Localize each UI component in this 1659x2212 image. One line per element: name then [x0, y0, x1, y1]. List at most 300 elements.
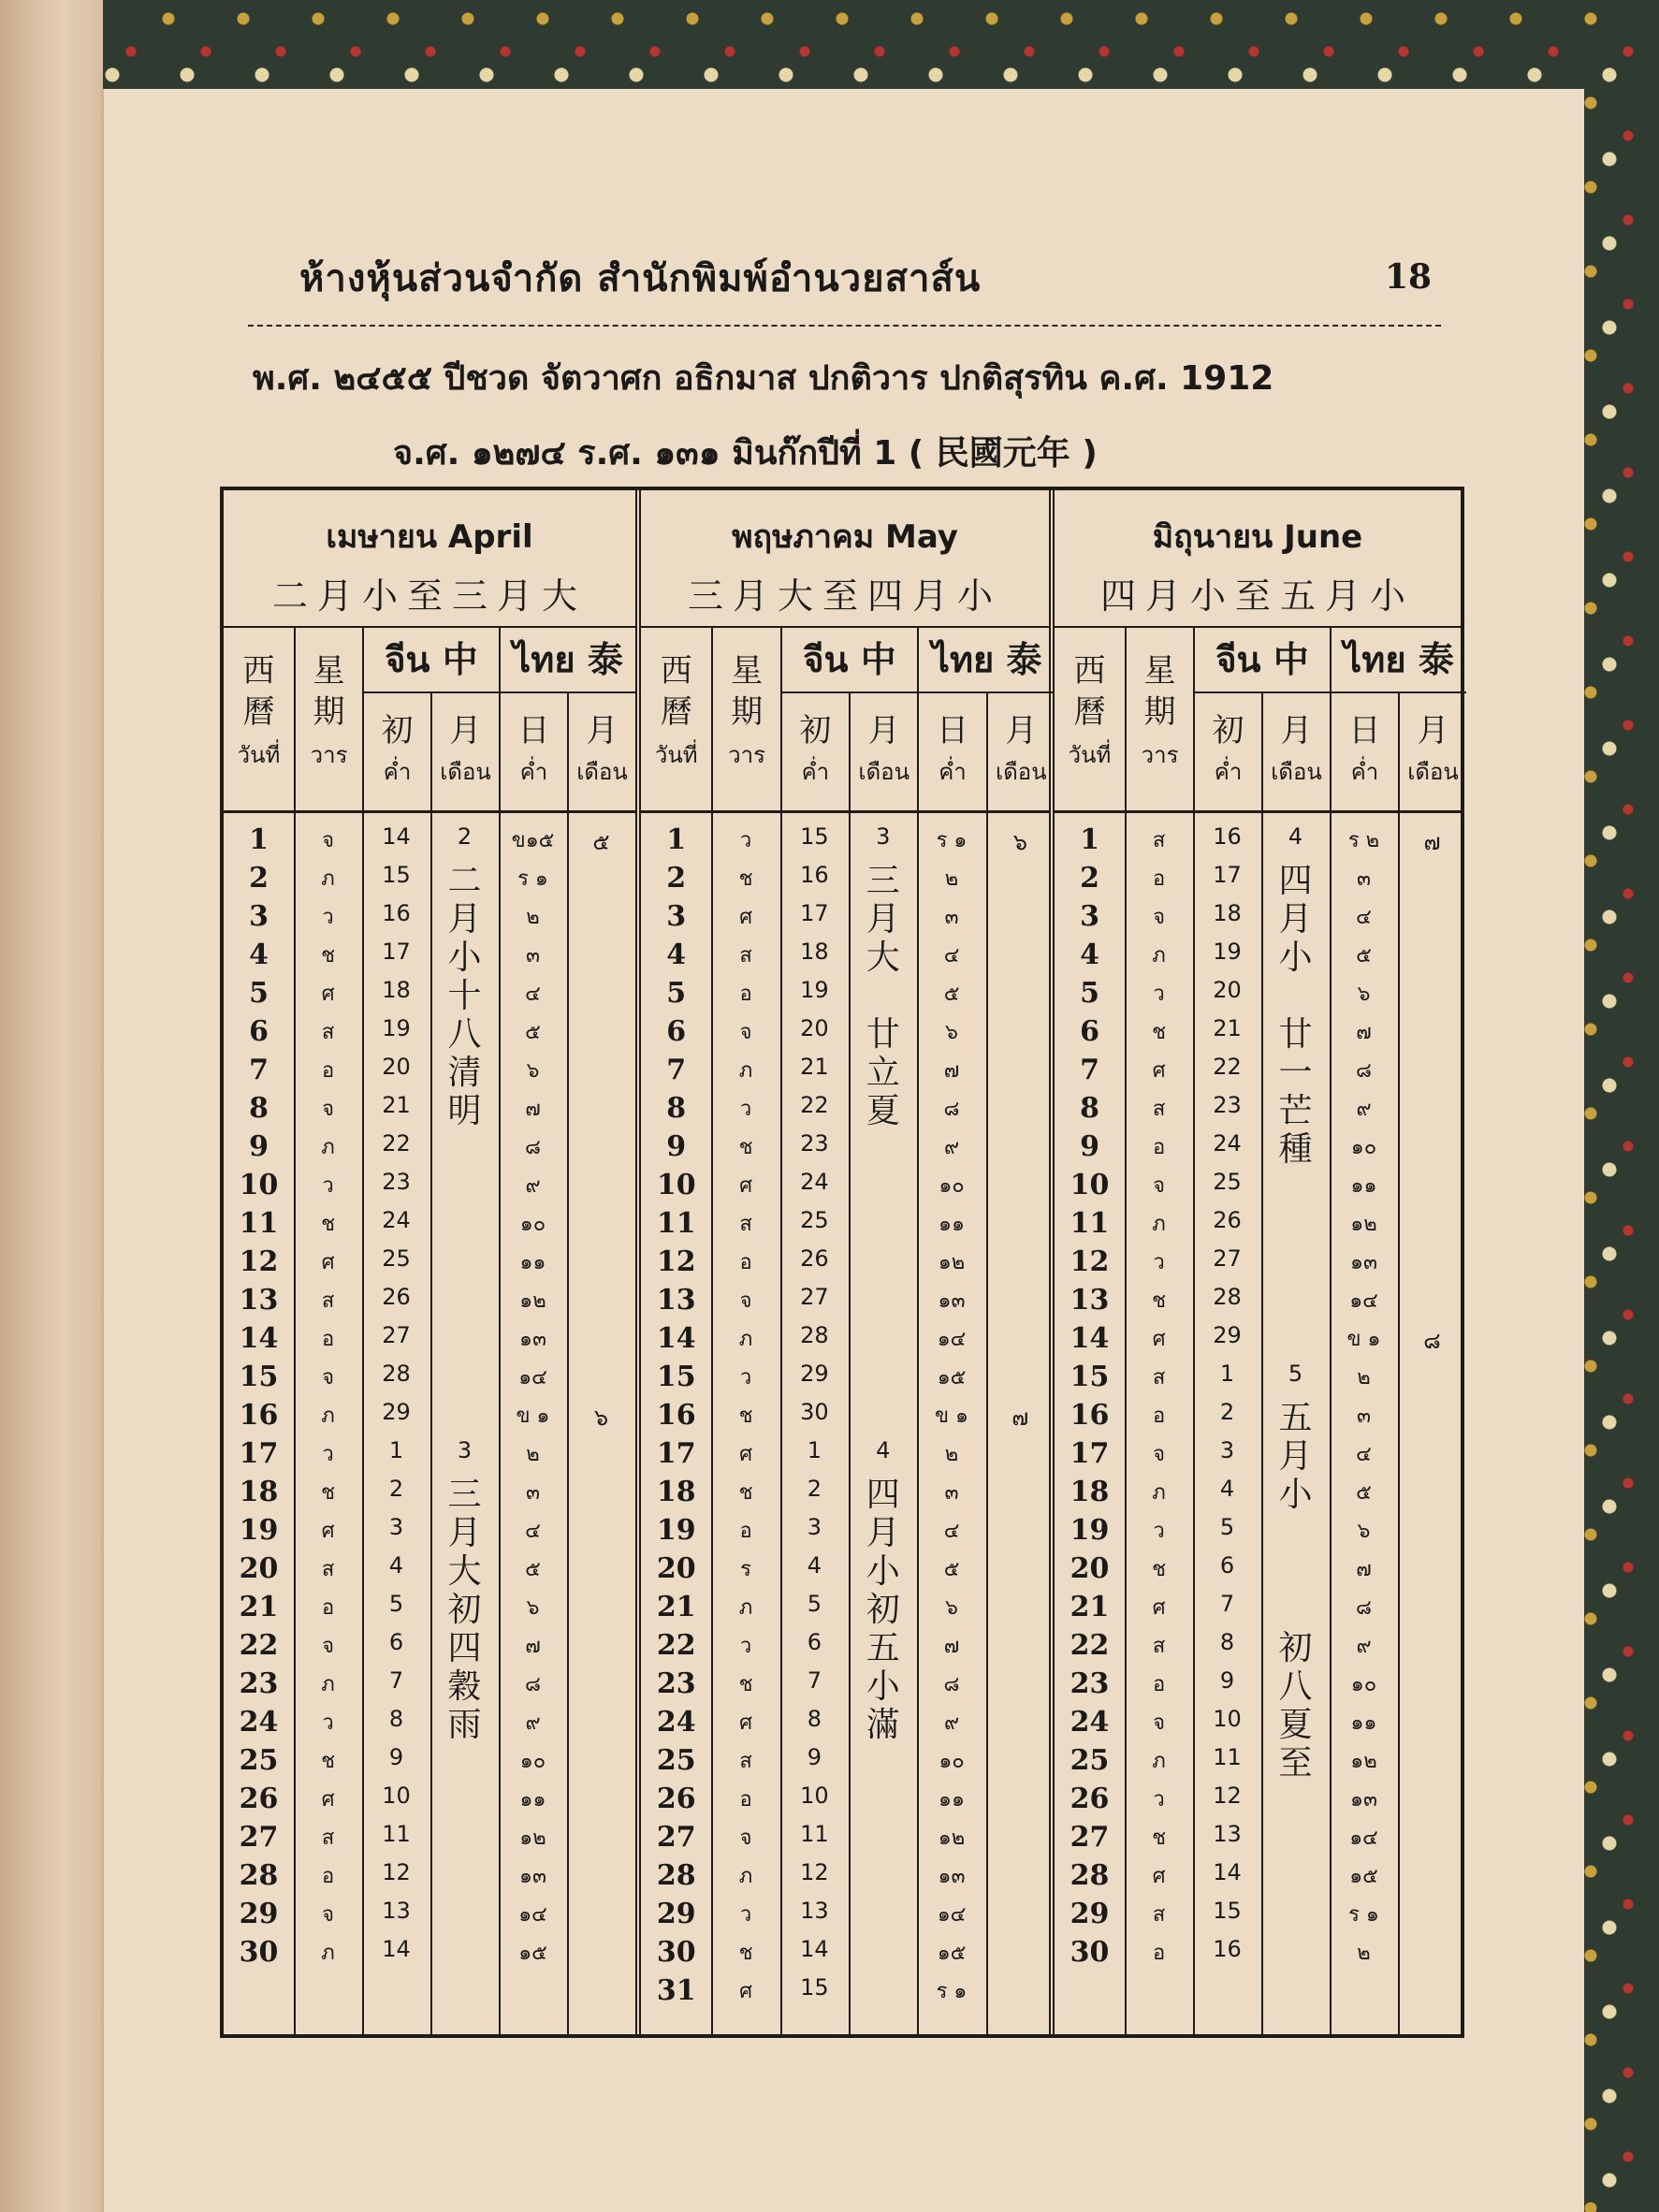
- day-number: 24: [239, 1706, 279, 1739]
- weekday-abbr: ว: [322, 1443, 334, 1466]
- thai-lunar-day: ๑๒: [519, 1826, 546, 1850]
- thai-lunar-day: ๖: [526, 1596, 540, 1620]
- weekday-abbr: ว: [739, 829, 752, 852]
- day-number: 11: [239, 1207, 279, 1240]
- western-date-header: 西曆 วันที่: [1068, 652, 1112, 768]
- day-number: 27: [656, 1821, 696, 1854]
- thai-lunar-day: ๑๕: [518, 1942, 547, 1965]
- weekday-abbr: ศ: [1152, 1596, 1166, 1620]
- thai-lunar-day: ๗: [1356, 1558, 1372, 1581]
- chinese-lunar-day: 3: [388, 1514, 404, 1540]
- day-number: 4: [666, 939, 687, 971]
- chinese-month-note: 五 月 小: [1278, 1399, 1313, 1514]
- day-number: 21: [1070, 1591, 1110, 1623]
- chinese-month-note: 四 月 小 初 五 小 滿: [866, 1476, 900, 1744]
- weekday-abbr: ว: [739, 1903, 752, 1927]
- day-number: 17: [1070, 1437, 1110, 1470]
- chinese-group-header: จีน 中: [362, 626, 499, 693]
- thai-group-header: ไทย 泰: [917, 626, 1055, 693]
- chinese-month-number: 4: [1288, 823, 1303, 850]
- chinese-lunar-day: 27: [1213, 1245, 1242, 1272]
- thai-lunar-day: ๒: [1357, 1366, 1371, 1390]
- chinese-lunar-day: 16: [1213, 1936, 1242, 1962]
- thai-lunar-day: ๙: [525, 1174, 541, 1198]
- chinese-lunar-day: 9: [388, 1744, 404, 1770]
- chinese-lunar-day: 28: [382, 1361, 411, 1387]
- day-number: 28: [1070, 1859, 1110, 1892]
- day-number: 5: [666, 977, 687, 1010]
- weekday-abbr: ช: [738, 1404, 753, 1428]
- day-number: 1: [249, 823, 269, 856]
- chinese-lunar-day: 11: [1213, 1744, 1242, 1770]
- weekday-abbr: ว: [322, 1174, 334, 1198]
- chinese-month-note: 三 月 大 初 四 穀 雨: [447, 1476, 482, 1744]
- thai-lunar-day: ๑๑: [1350, 1711, 1377, 1735]
- chinese-month-note: 廿 立 夏: [866, 1015, 900, 1130]
- day-number: 8: [666, 1092, 687, 1125]
- chinese-lunar-day: 3: [1219, 1437, 1235, 1463]
- day-number: 26: [656, 1783, 696, 1815]
- thai-lunar-day: ๓: [1356, 1404, 1372, 1428]
- weekday-abbr: ส: [1152, 1098, 1166, 1121]
- weekday-abbr: ภ: [321, 1404, 335, 1428]
- weekday-abbr: ส: [321, 1289, 335, 1313]
- thai-lunar-day: ร ๑: [517, 867, 548, 891]
- chinese-lunar-day: 29: [1213, 1322, 1242, 1348]
- chinese-lunar-day: 28: [800, 1322, 829, 1348]
- weekday-abbr: ศ: [321, 1520, 335, 1543]
- thai-lunar-day: ๑๐: [939, 1174, 965, 1198]
- weekday-abbr: ศ: [1152, 1059, 1166, 1083]
- thai-lunar-day: ๑๕: [1349, 1865, 1378, 1888]
- thai-lunar-day: ๑๐: [1350, 1136, 1377, 1159]
- publisher-header: ห้างหุ้นส่วนจำกัด สำนักพิมพ์อำนวยสาส์น: [299, 257, 982, 300]
- day-number: 18: [656, 1476, 696, 1508]
- day-number: 10: [656, 1169, 696, 1201]
- day-number: 11: [1070, 1207, 1110, 1240]
- day-number: 22: [1070, 1629, 1110, 1662]
- weekday-abbr: จ: [739, 1021, 752, 1044]
- thai-lunar-day: ๙: [943, 1136, 960, 1159]
- weekday-abbr: ส: [321, 1826, 335, 1850]
- chinese-lunar-day: 26: [382, 1284, 411, 1310]
- thai-lunar-day: ๘: [943, 1098, 960, 1121]
- day-number: 4: [1080, 939, 1099, 971]
- chinese-lunar-day: 4: [807, 1552, 822, 1579]
- month-body: [1055, 810, 1461, 2034]
- column-headers: [641, 626, 1049, 813]
- weekday-abbr: ร: [740, 1558, 751, 1581]
- weekday-abbr: ช: [321, 1213, 336, 1236]
- thai-lunar-day: ร ๒: [1347, 829, 1380, 852]
- chinese-lunar-day: 14: [382, 1936, 411, 1962]
- chinese-lunar-day: 14: [382, 823, 411, 850]
- chinese-lunar-day: 1: [1219, 1361, 1235, 1387]
- chinese-lunar-day: 6: [1219, 1552, 1235, 1579]
- month-chinese-range: 四月小至五月小: [1099, 575, 1415, 617]
- chinese-month-number: 3: [457, 1437, 473, 1463]
- weekday-abbr: จ: [322, 829, 334, 852]
- chinese-lunar-day: 1: [388, 1437, 404, 1463]
- thai-lunar-day: ๕: [1356, 944, 1372, 968]
- chinese-lunar-day: 16: [1213, 823, 1242, 850]
- thai-lunar-day: ๑๐: [519, 1213, 546, 1236]
- weekday-abbr: ช: [1152, 1289, 1167, 1313]
- day-number: 3: [249, 900, 269, 933]
- thai-lunar-day: ๑๑: [519, 1788, 546, 1812]
- chinese-lunar-day: 17: [1213, 862, 1242, 888]
- era-line: จ.ศ. ๑๒๗๔ ร.ศ. ๑๓๑ มินก๊กปีที่ 1 ( 民國元年 ): [393, 434, 1098, 473]
- chinese-day-header: 初 ค่ำ: [1193, 693, 1261, 810]
- chinese-lunar-day: 27: [800, 1284, 829, 1310]
- weekday-abbr: ช: [321, 1481, 336, 1505]
- chinese-lunar-day: 4: [1219, 1476, 1235, 1502]
- weekday-abbr: ช: [738, 1481, 753, 1505]
- thai-lunar-day: ๑๑: [939, 1788, 965, 1812]
- thai-lunar-day: ๑๐: [1350, 1673, 1377, 1696]
- weekday-abbr: จ: [322, 1635, 334, 1658]
- day-number: 29: [656, 1898, 696, 1930]
- chinese-lunar-day: 21: [1213, 1015, 1242, 1041]
- weekday-abbr: ช: [321, 944, 336, 968]
- weekday-abbr: จ: [1153, 1711, 1165, 1735]
- weekday-abbr: ช: [321, 1750, 336, 1773]
- chinese-lunar-day: 26: [1213, 1207, 1242, 1233]
- weekday-abbr: อ: [1152, 1404, 1166, 1428]
- day-number: 10: [239, 1169, 279, 1201]
- weekday-abbr: ภ: [738, 1596, 753, 1620]
- day-number: 10: [1070, 1169, 1110, 1201]
- chinese-lunar-day: 19: [1213, 939, 1242, 965]
- chinese-lunar-day: 6: [388, 1629, 404, 1655]
- weekday-abbr: ว: [1153, 1788, 1165, 1812]
- chinese-lunar-day: 12: [382, 1859, 411, 1885]
- weekday-abbr: อ: [739, 982, 752, 1006]
- weekday-abbr: ช: [1152, 1826, 1167, 1850]
- weekday-abbr: ภ: [738, 1865, 753, 1888]
- weekday-abbr: ว: [739, 1098, 752, 1121]
- day-number: 19: [1070, 1514, 1110, 1547]
- chinese-lunar-day: 20: [800, 1015, 829, 1041]
- thai-lunar-day: ๕: [525, 1021, 541, 1044]
- chinese-lunar-day: 22: [1213, 1054, 1242, 1080]
- chinese-lunar-day: 13: [800, 1898, 829, 1924]
- chinese-lunar-day: 18: [382, 977, 411, 1003]
- column-headers: [1055, 626, 1461, 813]
- chinese-lunar-day: 14: [1213, 1859, 1242, 1885]
- chinese-lunar-day: 13: [1213, 1821, 1242, 1847]
- thai-lunar-day: ๔: [525, 982, 541, 1006]
- day-number: 12: [239, 1245, 279, 1278]
- weekday-abbr: อ: [739, 1520, 752, 1543]
- day-number: 4: [249, 939, 269, 971]
- day-number: 19: [656, 1514, 696, 1547]
- day-number: 15: [656, 1361, 696, 1393]
- month-body: [224, 810, 635, 2034]
- chinese-lunar-day: 1: [807, 1437, 822, 1463]
- thai-lunar-day: ๗: [943, 1635, 960, 1658]
- thai-lunar-day: ๑๔: [518, 1366, 547, 1390]
- day-number: 5: [249, 977, 269, 1010]
- chinese-group-header: จีน 中: [780, 626, 918, 693]
- day-number: 2: [249, 862, 269, 895]
- chinese-month-header: 月 เดือน: [849, 693, 917, 810]
- weekday-abbr: ศ: [739, 906, 753, 929]
- thai-month-number: ๗: [1423, 829, 1441, 855]
- day-number: 23: [656, 1667, 696, 1700]
- thai-lunar-day: ๑๔: [1349, 1826, 1378, 1850]
- thai-lunar-day: ๓: [525, 944, 541, 968]
- weekday-abbr: ศ: [321, 982, 335, 1006]
- chinese-lunar-day: 2: [807, 1476, 822, 1502]
- thai-day-header: 日 ค่ำ: [499, 693, 567, 810]
- day-number: 11: [656, 1207, 696, 1240]
- weekday-abbr: ศ: [321, 1251, 335, 1274]
- weekday-abbr: ภ: [321, 1136, 335, 1159]
- chinese-lunar-day: 4: [388, 1552, 404, 1579]
- thai-lunar-day: ๙: [943, 1711, 960, 1735]
- month-block: [1049, 490, 1461, 2034]
- chinese-lunar-day: 28: [1213, 1284, 1242, 1310]
- day-number: 6: [1080, 1015, 1099, 1048]
- chinese-lunar-day: 21: [800, 1054, 829, 1080]
- weekday-abbr: อ: [1152, 1942, 1166, 1965]
- chinese-day-header: 初 ค่ำ: [362, 693, 430, 810]
- chinese-lunar-day: 22: [382, 1130, 411, 1157]
- weekday-abbr: จ: [739, 1289, 752, 1313]
- day-number: 19: [239, 1514, 279, 1547]
- thai-lunar-day: ข๑๕: [511, 829, 555, 852]
- month-name: เมษายน April: [326, 518, 533, 556]
- weekday-abbr: ส: [1152, 1903, 1166, 1927]
- day-number: 8: [1080, 1092, 1099, 1125]
- weekday-abbr: อ: [1152, 1136, 1166, 1159]
- day-number: 6: [666, 1015, 687, 1048]
- day-number: 30: [239, 1936, 279, 1969]
- chinese-lunar-day: 24: [382, 1207, 411, 1233]
- chinese-lunar-day: 17: [800, 900, 829, 926]
- thai-lunar-day: ๙: [1356, 1098, 1372, 1121]
- chinese-lunar-day: 2: [388, 1476, 404, 1502]
- chinese-lunar-day: 11: [382, 1821, 411, 1847]
- chinese-lunar-day: 9: [807, 1744, 822, 1770]
- chinese-lunar-day: 10: [1213, 1706, 1242, 1732]
- thai-lunar-day: ๒: [526, 1443, 540, 1466]
- thai-lunar-day: ๑๓: [1350, 1788, 1378, 1812]
- chinese-lunar-day: 27: [382, 1322, 411, 1348]
- day-number: 7: [1080, 1054, 1099, 1086]
- thai-lunar-day: ๑๓: [938, 1289, 966, 1313]
- thai-lunar-day: ๑๑: [939, 1213, 965, 1236]
- thai-lunar-day: ๑๒: [1350, 1750, 1377, 1773]
- chinese-month-header: 月 เดือน: [1261, 693, 1330, 810]
- column-headers: [224, 626, 635, 813]
- chinese-month-number: 4: [876, 1437, 891, 1463]
- thai-lunar-day: ๔: [1356, 1443, 1372, 1466]
- weekday-abbr: จ: [739, 1826, 752, 1850]
- weekday-abbr: ช: [738, 1942, 753, 1965]
- chinese-month-note: 初 八 夏 至: [1278, 1629, 1313, 1783]
- chinese-lunar-day: 25: [1213, 1169, 1242, 1195]
- chinese-lunar-day: 10: [382, 1783, 411, 1809]
- chinese-lunar-day: 8: [1219, 1629, 1235, 1655]
- chinese-lunar-day: 7: [807, 1667, 822, 1694]
- day-number: 28: [239, 1859, 279, 1892]
- thai-lunar-day: ข ๑: [516, 1404, 550, 1428]
- weekday-abbr: ช: [1152, 1021, 1167, 1044]
- western-date-header: 西曆 วันที่: [237, 652, 281, 768]
- chinese-lunar-day: 14: [800, 1936, 829, 1962]
- weekday-abbr: ศ: [1152, 1328, 1166, 1351]
- day-number: 23: [239, 1667, 279, 1700]
- weekday-header: 星期 วาร: [294, 626, 362, 810]
- thai-lunar-day: ๑๑: [1350, 1174, 1377, 1198]
- thai-lunar-day: ๘: [1356, 1059, 1372, 1083]
- day-number: 1: [1080, 823, 1099, 856]
- thai-lunar-day: ๑๓: [519, 1328, 547, 1351]
- weekday-abbr: ส: [1152, 829, 1166, 852]
- page-number: 18: [1385, 257, 1433, 297]
- chinese-lunar-day: 15: [382, 862, 411, 888]
- weekday-abbr: ศ: [321, 1788, 335, 1812]
- day-number: 21: [656, 1591, 696, 1623]
- western-date-header: 西曆 วันที่: [654, 652, 698, 768]
- weekday-abbr: อ: [321, 1059, 335, 1083]
- thai-lunar-day: ๘: [525, 1673, 541, 1696]
- chinese-lunar-day: 7: [388, 1667, 404, 1694]
- weekday-abbr: ศ: [739, 1174, 753, 1198]
- weekday-abbr: จ: [322, 1903, 334, 1927]
- thai-month-header: 月 เดือน: [567, 693, 635, 810]
- thai-lunar-day: ร ๑: [1348, 1903, 1379, 1927]
- day-number: 20: [656, 1552, 696, 1585]
- chinese-lunar-day: 17: [382, 939, 411, 965]
- weekday-abbr: ว: [1153, 1520, 1165, 1543]
- day-number: 25: [1070, 1744, 1110, 1777]
- chinese-lunar-day: 15: [800, 1974, 829, 2001]
- month-chinese-range: 二月小至三月大: [271, 575, 587, 617]
- chinese-lunar-day: 29: [800, 1361, 829, 1387]
- month-block: [224, 490, 635, 2034]
- month-chinese-range: 三月大至四月小: [687, 575, 1002, 617]
- chinese-group-header: จีน 中: [1193, 626, 1330, 693]
- chinese-lunar-day: 5: [1219, 1514, 1235, 1540]
- weekday-abbr: ว: [1153, 982, 1165, 1006]
- thai-month-number: ๖: [593, 1404, 609, 1431]
- day-number: 16: [239, 1399, 279, 1432]
- weekday-abbr: ช: [1152, 1558, 1167, 1581]
- weekday-abbr: ว: [322, 906, 334, 929]
- chinese-lunar-day: 19: [382, 1015, 411, 1041]
- day-number: 14: [656, 1322, 696, 1355]
- chinese-lunar-day: 16: [800, 862, 829, 888]
- chinese-lunar-day: 6: [807, 1629, 822, 1655]
- thai-lunar-day: ๔: [525, 1520, 541, 1543]
- weekday-abbr: ภ: [321, 1942, 335, 1965]
- weekday-abbr: ภ: [1152, 944, 1166, 968]
- chinese-lunar-day: 3: [807, 1514, 822, 1540]
- thai-lunar-day: ๓: [944, 906, 959, 929]
- header-rule: [248, 325, 1441, 327]
- weekday-abbr: ภ: [1152, 1481, 1166, 1505]
- day-number: 16: [656, 1399, 696, 1432]
- thai-group-header: ไทย 泰: [499, 626, 635, 693]
- weekday-abbr: ว: [739, 1635, 752, 1658]
- day-number: 12: [656, 1245, 696, 1278]
- thai-lunar-day: ๑๔: [518, 1903, 547, 1927]
- thai-lunar-day: ๕: [943, 1558, 960, 1581]
- thai-lunar-day: ๖: [526, 1059, 540, 1083]
- weekday-abbr: ภ: [1152, 1750, 1166, 1773]
- day-number: 6: [249, 1015, 269, 1048]
- thai-lunar-day: ๖: [945, 1596, 958, 1620]
- day-number: 13: [239, 1284, 279, 1317]
- thai-lunar-day: ๗: [525, 1098, 541, 1121]
- column-divider: [430, 810, 432, 2034]
- day-number: 18: [1070, 1476, 1110, 1508]
- day-number: 29: [1070, 1898, 1110, 1930]
- chinese-month-number: 2: [457, 823, 473, 850]
- thai-lunar-day: ๑๔: [1349, 1289, 1378, 1313]
- chinese-lunar-day: 10: [800, 1783, 829, 1809]
- day-number: 28: [656, 1859, 696, 1892]
- weekday-abbr: ศ: [739, 1443, 753, 1466]
- chinese-lunar-day: 2: [1219, 1399, 1235, 1425]
- weekday-abbr: ส: [739, 1750, 752, 1773]
- day-number: 2: [666, 862, 687, 895]
- chinese-lunar-day: 30: [800, 1399, 829, 1425]
- month-body: [641, 810, 1049, 2034]
- weekday-abbr: ส: [1152, 1635, 1166, 1658]
- day-number: 5: [1080, 977, 1099, 1010]
- thai-lunar-day: ร ๑: [936, 1980, 968, 2003]
- month-header: [224, 490, 635, 628]
- thai-lunar-day: ๑๓: [519, 1865, 547, 1888]
- day-number: 16: [1070, 1399, 1110, 1432]
- chinese-lunar-day: 24: [1213, 1130, 1242, 1157]
- calendar-table: [220, 487, 1464, 2038]
- weekday-abbr: ส: [1152, 1366, 1166, 1390]
- thai-lunar-day: ๑๒: [519, 1289, 546, 1313]
- day-number: 14: [239, 1322, 279, 1355]
- thai-lunar-day: ๓: [944, 1481, 959, 1505]
- thai-month-number: ๘: [1423, 1328, 1441, 1354]
- weekday-abbr: ส: [321, 1021, 335, 1044]
- thai-lunar-day: ๖: [1357, 1520, 1371, 1543]
- chinese-lunar-day: 22: [800, 1092, 829, 1118]
- day-number: 14: [1070, 1322, 1110, 1355]
- thai-lunar-day: ๘: [943, 1673, 960, 1696]
- day-number: 29: [239, 1898, 279, 1930]
- thai-lunar-day: ข ๑: [935, 1404, 969, 1428]
- column-divider: [1261, 810, 1263, 2034]
- day-number: 25: [239, 1744, 279, 1777]
- thai-month-number: ๗: [1011, 1404, 1029, 1431]
- thai-lunar-day: ๒: [944, 867, 959, 891]
- thai-lunar-day: ๖: [1357, 982, 1371, 1006]
- chinese-lunar-day: 20: [1213, 977, 1242, 1003]
- day-number: 18: [239, 1476, 279, 1508]
- day-number: 20: [239, 1552, 279, 1585]
- chinese-lunar-day: 18: [1213, 900, 1242, 926]
- chinese-month-number: 3: [876, 823, 891, 850]
- day-number: 24: [656, 1706, 696, 1739]
- facing-page-edge: [0, 0, 103, 2212]
- day-number: 13: [656, 1284, 696, 1317]
- chinese-month-note: 三 月 大: [866, 862, 900, 977]
- month-block: [635, 490, 1049, 2034]
- chinese-lunar-day: 16: [382, 900, 411, 926]
